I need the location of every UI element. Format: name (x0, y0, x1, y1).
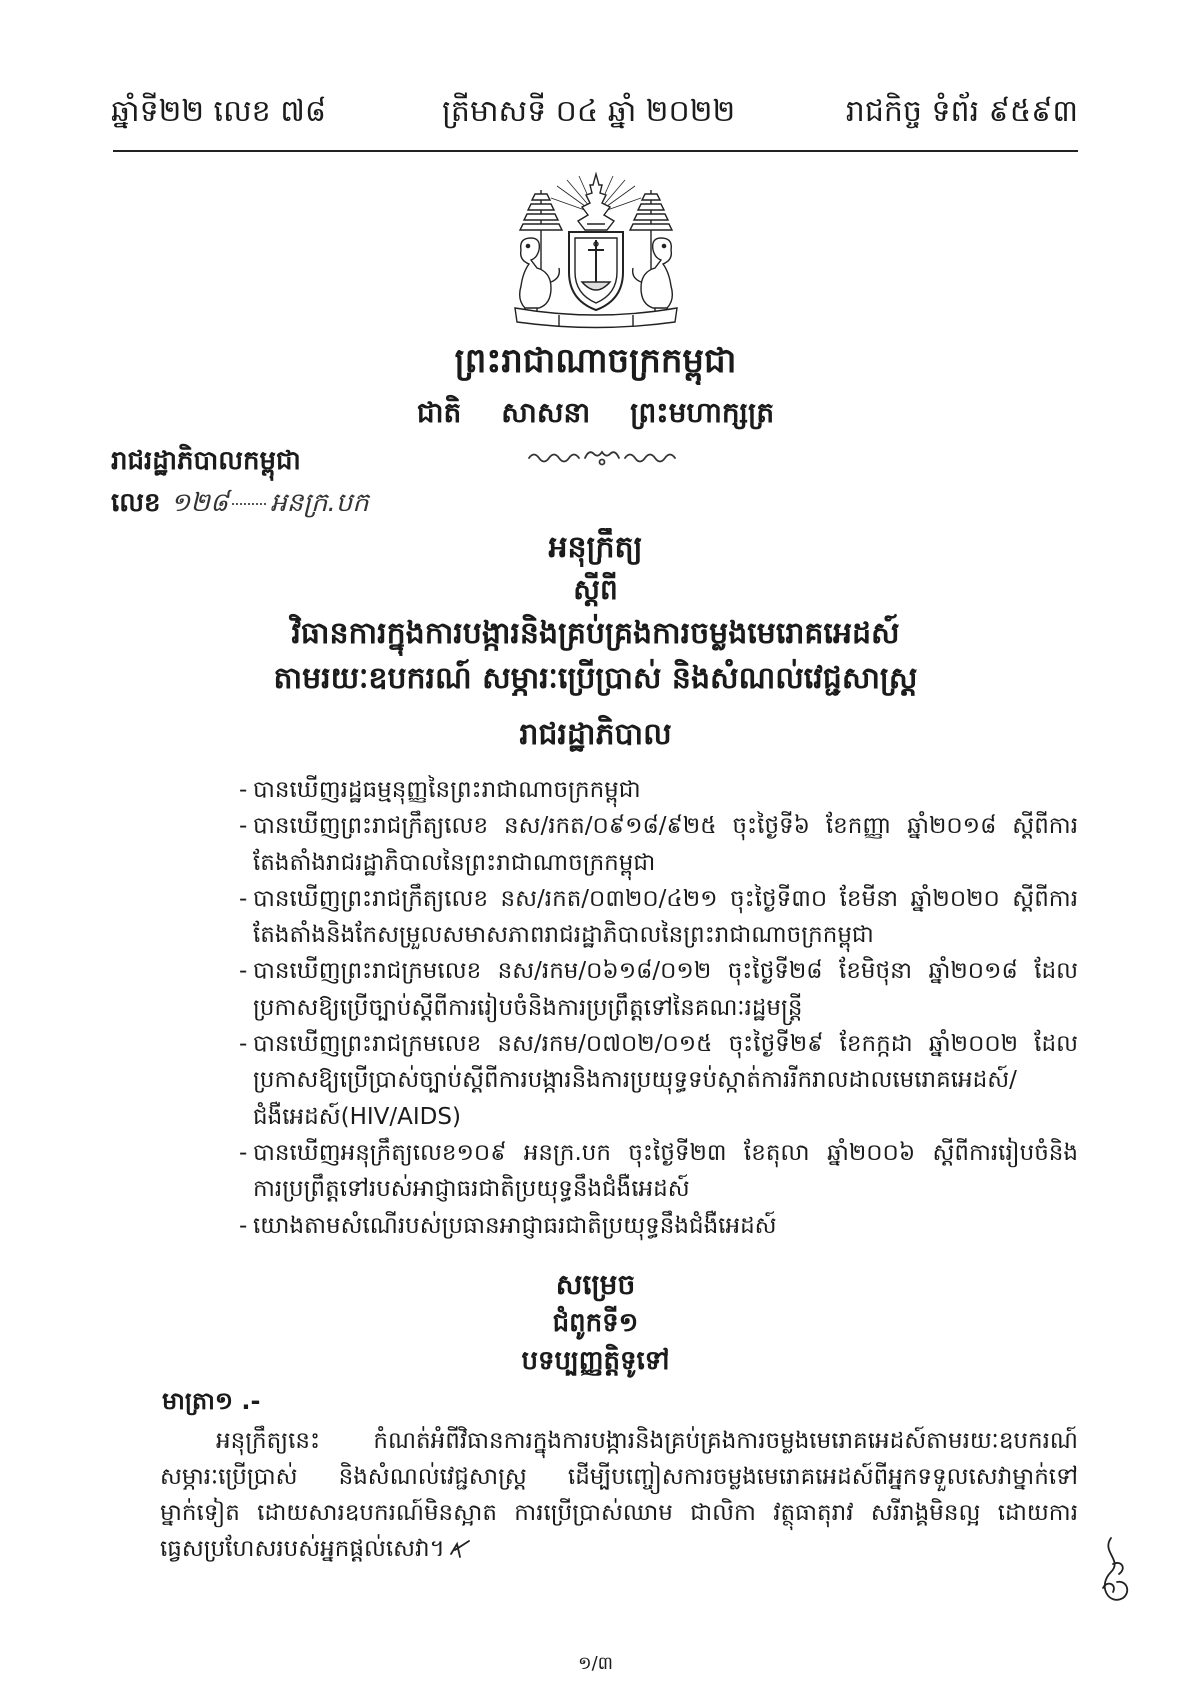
list-item-text: ជំងឺអេដស៍(HIV/AIDS) (253, 1103, 461, 1130)
kingdom-name: ព្រះរាជាណាចក្រកម្ពុជា (454, 341, 737, 381)
list-item-text: បានឃើញព្រះរាជក្រមលេខ នស/រកម/០៦១៨/០១២ ចុះថ្ងៃទី២៨ ខែមិថុនា ឆ្នាំ២០១៨ ដែល (253, 958, 1078, 985)
chapter-title: បទប្បញ្ញត្តិទូទៅ (521, 1346, 670, 1376)
article-last-line (160, 1531, 1078, 1567)
list-item (239, 953, 1078, 989)
list-item-continuation (239, 1171, 1078, 1207)
handwritten-tick-icon (449, 1538, 471, 1560)
list-item-text: ប្រកាសឱ្យប្រើច្បាប់ស្តីពីការរៀបចំនិងការប្រព្រឹត្តទៅនៃគណៈរដ្ឋមន្ត្រី (253, 994, 803, 1021)
list-item-continuation (239, 845, 1078, 881)
number-label: លេខ (111, 488, 161, 518)
bullet-dash: - (239, 777, 248, 803)
bullet-dash: - (239, 813, 248, 840)
subject-line-1: វិធានការក្នុងការបង្ការនិងគ្រប់គ្រងការចម្លងមេរោគអេដស៍ (291, 616, 900, 651)
government-heading: រាជរដ្ឋាភិបាល (519, 717, 672, 752)
article-line: សម្ភារៈប្រើប្រាស់ និងសំណល់វេជ្ជសាស្ត្រ ដើម្បីបញ្ចៀសការចម្លងមេរោគអេដស៍ពីអ្នកទទួលសេវាម្នាក់ទៅ (160, 1464, 1078, 1490)
decision-heading: សម្រេច (555, 1268, 636, 1301)
list-item-text: យោងតាមសំណើរបស់ប្រធានអាជ្ញាធរជាតិប្រយុទ្ធនឹងជំងឺអេដស៍ (253, 1212, 777, 1239)
title-on: ស្តីពី (573, 573, 618, 606)
handwritten-initials-icon (1089, 1536, 1134, 1608)
list-item-text: បានឃើញព្រះរាជក្រឹត្យលេខ នស/រកត/០៣២០/៤២១ ចុះថ្ងៃទី៣០ ខែមីនា ឆ្នាំ២០២០ ស្តីពីការ (253, 885, 1078, 912)
list-item-continuation (239, 1099, 1078, 1135)
list-item-text: តែងតាំងរាជរដ្ឋាភិបាលនៃព្រះរាជាណាចក្រកម្ពុជា (253, 849, 656, 876)
header-divider (113, 150, 1078, 152)
list-item (239, 1208, 1078, 1244)
number-dotted-leader (232, 503, 266, 505)
list-item (239, 808, 1078, 844)
list-item (239, 1026, 1078, 1062)
gazette-page-number: រាជកិច្ច ទំព័រ ៩៥៩៣ (845, 94, 1078, 129)
motto-nation: ជាតិ (416, 396, 462, 429)
list-item (239, 772, 1078, 808)
list-item-text: ប្រកាសឱ្យប្រើប្រាស់ច្បាប់ស្តីពីការបង្ការនិងការប្រយុទ្ធទប់ស្កាត់ការរីករាលដាលមេរោគអេដស៍/ (253, 1067, 1017, 1094)
bullet-dash: - (239, 1212, 248, 1239)
handwritten-number: ១២៨ (170, 488, 229, 518)
motto-religion: សាសនា (501, 396, 591, 429)
list-item-text: បានឃើញព្រះរាជក្រមលេខ នស/រកម/០៧០២/០១៥ ចុះថ្ងៃទី២៩ ខែកក្កដា ឆ្នាំ២០០២ ដែល (253, 1031, 1078, 1058)
royal-coat-of-arms-icon (507, 172, 685, 334)
ornament-divider-icon (525, 446, 679, 470)
bullet-dash: - (239, 1139, 248, 1166)
list-item-text: បានឃើញព្រះរាជក្រឹត្យលេខ នស/រកត/០៩១៨/៩២៥ ចុះថ្ងៃទី៦ ខែកញ្ញា ឆ្នាំ២០១៨ ស្តីពីការ (253, 813, 1078, 840)
gazette-quarter: ត្រីមាសទី ០៤ ឆ្នាំ ២០២២ (442, 94, 736, 129)
bullet-dash: - (239, 885, 248, 912)
list-item-continuation (239, 917, 1078, 953)
subject-line-2: តាមរយៈឧបករណ៍ សម្ភារៈប្រើប្រាស់ និងសំណល់វេជ្ជសាស្ត្រ (273, 661, 918, 696)
article-line: ម្នាក់ទៀត ដោយសារឧបករណ៍មិនស្អាត ការប្រើប្រាស់ឈាម ជាលិកា វត្ថុធាតុរាវ សរីរាង្គមិនល្អ ដោយការ (160, 1500, 1078, 1526)
issuer-name: រាជរដ្ឋាភិបាលកម្ពុជា (111, 446, 301, 476)
number-suffix: អនក្រ.បក (270, 488, 369, 518)
list-item-continuation (239, 1062, 1078, 1098)
list-item (239, 1135, 1078, 1171)
list-item-text: តែងតាំងនិងកែសម្រួលសមាសភាពរាជរដ្ឋាភិបាលនៃព្រះរាជាណាចក្រកម្ពុជា (253, 922, 874, 949)
article-line: អនុក្រឹត្យនេះ កំណត់អំពីវិធានការក្នុងការបង្ការនិងគ្រប់គ្រងការចម្លងមេរោគអេដស៍តាមរយៈឧបករណ៍ (216, 1428, 1078, 1454)
national-motto (0, 393, 1191, 433)
bullet-dash: - (239, 1031, 248, 1058)
page-number: ១/៣ (577, 1653, 614, 1674)
list-item-continuation (239, 990, 1078, 1026)
list-item (239, 881, 1078, 917)
article-label: មាត្រា១ .- (162, 1387, 261, 1415)
preamble-list (239, 772, 1078, 1244)
article-line: ធ្វេសប្រហែសរបស់អ្នកផ្តល់សេវា។ (160, 1536, 445, 1562)
bullet-dash: - (239, 958, 248, 985)
motto-king: ព្រះមហាក្សត្រ (630, 396, 775, 429)
list-item-text: ការប្រព្រឹត្តទៅរបស់អាជ្ញាធរជាតិប្រយុទ្ធនឹងជំងឺអេដស៍ (253, 1176, 690, 1203)
gazette-issue: ឆ្នាំទី២២ លេខ ៧៨ (111, 94, 327, 129)
list-item-text: បានឃើញរដ្ឋធម្មនុញ្ញនៃព្រះរាជាណាចក្រកម្ពុជា (253, 777, 641, 803)
document-number (111, 483, 369, 523)
document-type: អនុក្រឹត្យ (548, 530, 643, 565)
chapter-number: ជំពូកទី១ (552, 1308, 639, 1338)
list-item-text: បានឃើញអនុក្រឹត្យលេខ១០៩ អនក្រ.បក ចុះថ្ងៃទី២៣ ខែតុលា ឆ្នាំ២០០៦ ស្តីពីការរៀបចំនិង (253, 1139, 1078, 1166)
